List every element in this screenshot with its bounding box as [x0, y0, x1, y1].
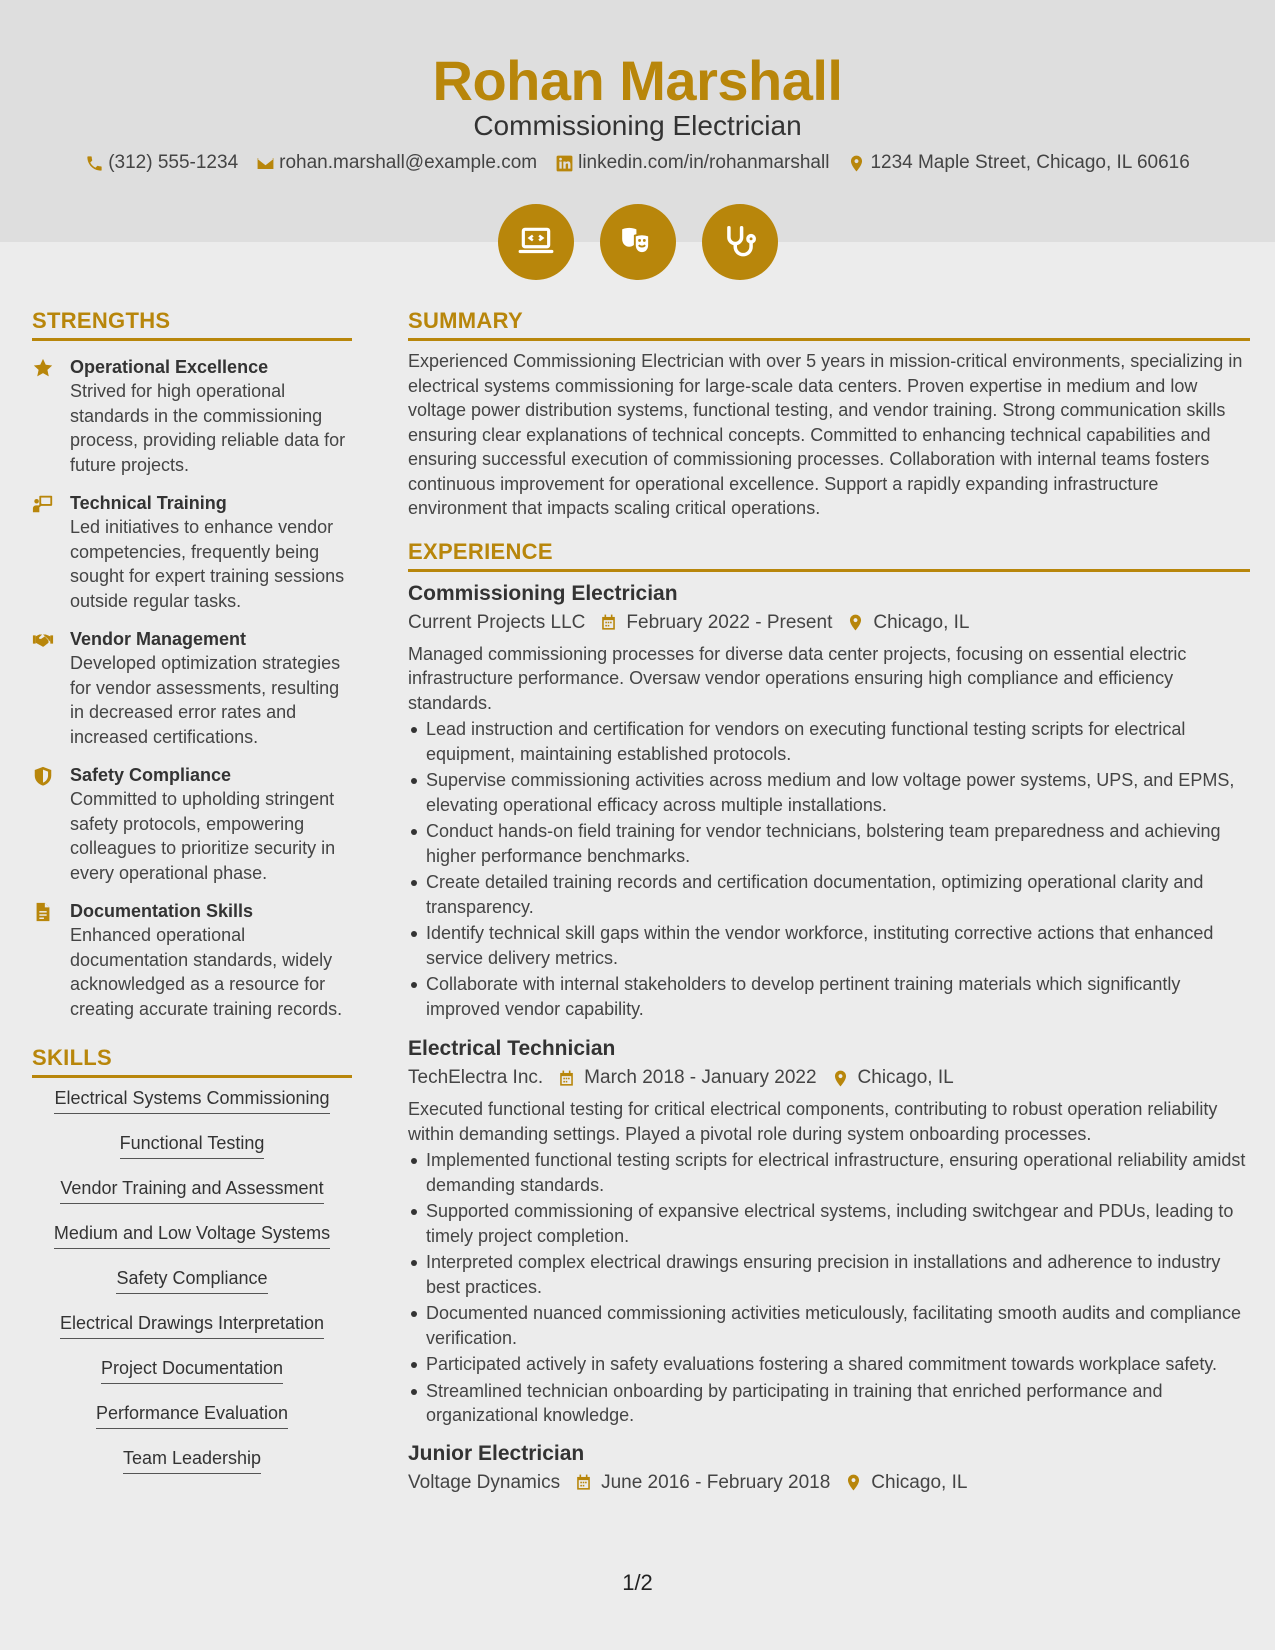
bullet-item: Create detailed training records and certification documentation, optimizing operational clarity and transparency. — [408, 870, 1250, 919]
linkedin-icon — [555, 154, 574, 173]
skill-item: Safety Compliance — [116, 1268, 267, 1294]
document-icon — [32, 901, 54, 923]
strengths-heading: STRENGTHS — [32, 308, 352, 341]
job-dates: March 2018 - January 2022 — [584, 1067, 817, 1088]
strength-item — [32, 491, 352, 613]
calendar-icon — [599, 613, 618, 632]
job-dates: February 2022 - Present — [626, 611, 833, 633]
strength-item — [32, 763, 352, 885]
skill-item: Team Leadership — [123, 1448, 261, 1474]
phone-icon — [85, 154, 104, 173]
contact-text: rohan.marshall@example.com — [279, 152, 538, 173]
skill-item: Vendor Training and Assessment — [60, 1178, 323, 1204]
bullet-item: Implemented functional testing scripts for electrical infrastructure, ensuring operational reliability amidst demanding standards. — [408, 1148, 1250, 1197]
contact-address — [847, 152, 1189, 174]
handshake-icon — [32, 629, 54, 651]
contact-text: 1234 Maple Street, Chicago, IL 60616 — [870, 152, 1190, 173]
strength-desc: Led initiatives to enhance vendor competencies, frequently being sought for expert training sessions outside regular tasks. — [70, 517, 345, 611]
job-meta — [408, 1067, 1250, 1089]
bullet-item: Identify technical skill gaps within the vendor workforce, instituting corrective actions that enhanced service delivery metrics. — [408, 921, 1250, 970]
job-title: Electrical Technician — [408, 1037, 616, 1060]
skill-item: Medium and Low Voltage Systems — [54, 1223, 330, 1249]
job-company: TechElectra Inc. — [408, 1067, 544, 1088]
experience-heading: EXPERIENCE — [408, 539, 1250, 572]
job-meta — [408, 1472, 1250, 1494]
strength-item — [32, 627, 352, 749]
bullet-item: Supported commissioning of expansive electrical systems, including switchgear and PDUs, leading to timely project completion. — [408, 1199, 1250, 1248]
job-entry — [408, 580, 1250, 1022]
job-company: Current Projects LLC — [408, 611, 586, 633]
job-title: Commissioning Electrician — [408, 581, 678, 605]
candidate-title: Commissioning Electrician — [473, 110, 802, 141]
job-location: Chicago, IL — [873, 611, 970, 633]
shield-icon — [32, 765, 54, 787]
strength-desc: Committed to upholding stringent safety protocols, empowering colleagues to prioritize security in every operational phase. — [70, 789, 336, 883]
job-company: Voltage Dynamics — [408, 1471, 561, 1493]
page-number: 1/2 — [622, 1570, 653, 1595]
skill-item: Electrical Drawings Interpretation — [60, 1313, 324, 1339]
bullet-item: Supervise commissioning activities across medium and low voltage power systems, UPS, and EPMS, elevating operational efficacy across multiple installations. — [408, 768, 1250, 817]
location-pin-icon — [846, 613, 865, 632]
job-bullets — [408, 717, 1250, 1021]
bullet-item: Interpreted complex electrical drawings ensuring precision in installations and adherence to industry best practices. — [408, 1250, 1250, 1299]
job-description: Managed commissioning processes for diverse data center projects, focusing on essential electric infrastructure performance. Oversaw vendor operations ensuring high compliance and efficiency standards. — [408, 643, 1187, 713]
bullet-item: Streamlined technician onboarding by participating in training that enriched performance and organizational knowledge. — [408, 1379, 1250, 1428]
job-entry — [408, 1440, 1250, 1494]
bullet-item: Lead instruction and certification for vendors on executing functional testing scripts for electrical equipment, maintaining established protocols. — [408, 717, 1250, 766]
hobby-badges — [0, 204, 1275, 280]
summary-text: Experienced Commissioning Electrician with over 5 years in mission-critical environments, specializing in electrical systems commissioning for large-scale data centers. Proven expertise in medium and low voltage power distribution systems, functional testing, and vendor training. Strong communication skills ensuring clear explanations of technical concepts. Committed to enhancing technical capabilities and ensuring successful execution of commissioning processes. Collaboration with internal teams fosters continuous improvement for operational excellence. Support a rapidly expanding infrastructure environment that impacts scaling critical operations. — [408, 351, 1243, 518]
candidate-name: Rohan Marshall — [432, 49, 843, 112]
strength-title: Documentation Skills — [70, 901, 254, 921]
bullet-item: Documented nuanced commissioning activities meticulously, facilitating smooth audits and compliance verification. — [408, 1301, 1250, 1350]
bullet-item: Collaborate with internal stakeholders to develop pertinent training materials which significantly improved vendor capability. — [408, 972, 1250, 1021]
contact-text: (312) 555-1234 — [108, 152, 239, 173]
strength-item — [32, 899, 352, 1021]
calendar-icon — [557, 1069, 576, 1088]
envelope-icon — [256, 154, 275, 173]
location-pin-icon — [831, 1069, 850, 1088]
calendar-icon — [574, 1473, 593, 1492]
contact-linkedin[interactable] — [555, 152, 829, 174]
job-description: Executed functional testing for critical electrical components, contributing to robust operation reliability within demanding settings. Played a pivotal role during system onboarding processes. — [408, 1099, 1218, 1144]
strength-title: Vendor Management — [70, 629, 247, 649]
right-column — [408, 308, 1250, 1494]
theater-masks-icon — [619, 223, 657, 261]
job-location: Chicago, IL — [871, 1471, 968, 1493]
bullet-item: Conduct hands-on field training for vendor technicians, bolstering team preparedness and achieving higher performance benchmarks. — [408, 819, 1250, 868]
skills-heading: SKILLS — [32, 1045, 352, 1078]
chalkboard-teacher-icon — [32, 493, 54, 515]
skills-list — [32, 1088, 352, 1493]
skill-item: Functional Testing — [120, 1133, 265, 1159]
job-entry — [408, 1035, 1250, 1428]
left-column — [32, 308, 352, 1493]
contact-bar — [0, 152, 1275, 174]
badge-stethoscope — [702, 204, 778, 280]
laptop-code-icon — [517, 223, 555, 261]
strength-title: Safety Compliance — [70, 765, 232, 785]
strength-item — [32, 355, 352, 477]
contact-text: linkedin.com/in/rohanmarshall — [578, 152, 830, 173]
summary-heading: SUMMARY — [408, 308, 1250, 341]
bullet-item: Participated actively in safety evaluations fostering a shared commitment towards workplace safety. — [408, 1352, 1250, 1377]
strength-desc: Developed optimization strategies for vendor assessments, resulting in decreased error rates and increased certifications. — [70, 653, 341, 747]
location-pin-icon — [847, 154, 866, 173]
strength-title: Technical Training — [70, 493, 227, 513]
skill-item: Project Documentation — [101, 1358, 283, 1384]
stethoscope-icon — [721, 223, 759, 261]
job-meta — [408, 612, 1250, 634]
contact-email[interactable] — [256, 152, 537, 174]
badge-laptop — [498, 204, 574, 280]
location-pin-icon — [844, 1473, 863, 1492]
strength-desc: Enhanced operational documentation standards, widely acknowledged as a resource for creating accurate training records. — [70, 925, 343, 1019]
star-icon — [32, 357, 54, 379]
badge-masks — [600, 204, 676, 280]
job-title: Junior Electrician — [408, 1441, 585, 1465]
skill-item: Electrical Systems Commissioning — [54, 1088, 329, 1114]
contact-phone — [85, 152, 238, 174]
skill-item: Performance Evaluation — [96, 1403, 288, 1429]
job-dates: June 2016 - February 2018 — [601, 1471, 831, 1493]
job-bullets — [408, 1148, 1250, 1428]
strength-title: Operational Excellence — [70, 357, 269, 377]
strength-desc: Strived for high operational standards in the commissioning process, providing reliable data for future projects. — [70, 381, 346, 475]
job-location: Chicago, IL — [857, 1067, 954, 1088]
